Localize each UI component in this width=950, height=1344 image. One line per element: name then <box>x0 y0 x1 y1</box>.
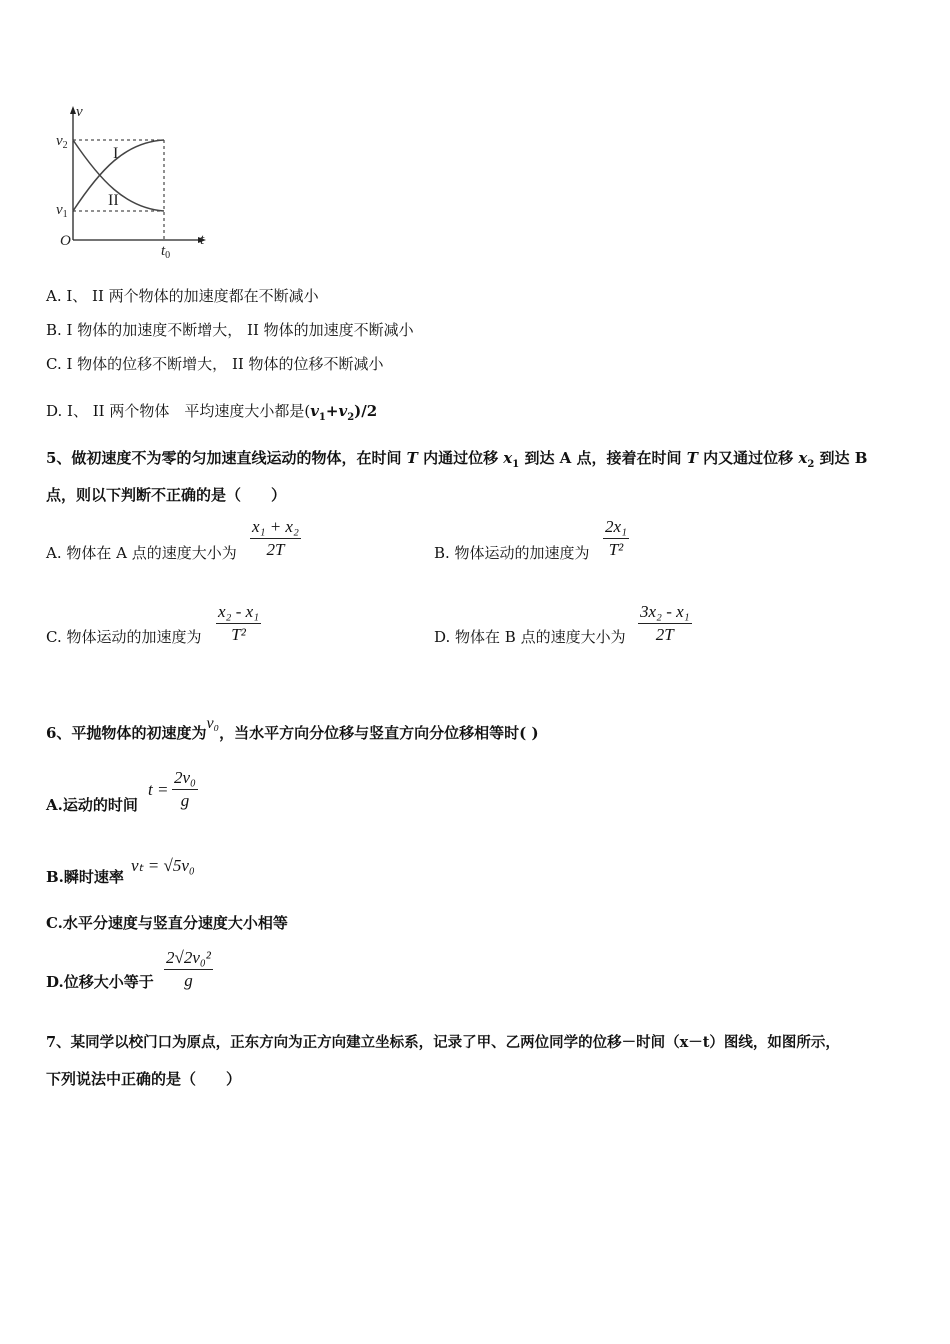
q4-d-prefix: D. I、 II 两个物体 平均速度大小都是( <box>46 402 311 420</box>
q4-d-sub1: 1 <box>318 412 326 423</box>
q5-stem-line1 <box>46 447 867 470</box>
curve-ii-label: II <box>108 192 119 209</box>
q5-stem-sub1: 1 <box>512 459 520 470</box>
q5-option-d-fraction <box>640 601 690 646</box>
t-axis-label: t <box>200 232 205 248</box>
q7-stem-line2: 下列说法中正确的是（ ） <box>46 1070 242 1088</box>
q5-stem-T2: T <box>686 449 698 467</box>
v-axis-label: v <box>76 104 83 120</box>
q5-stem-line2: 点，则以下判断不正确的是（ ） <box>46 486 287 504</box>
q5-a-numerator: x₁ + x₂ <box>252 517 299 536</box>
q5-stem-part2: 内通过位移 <box>417 449 504 467</box>
q5-option-b-fraction <box>605 516 627 561</box>
q6-stem-part2: ，当水平方向分位移与竖直方向分位移相等时( ) <box>219 724 539 742</box>
q5-stem-x1: x <box>503 449 513 467</box>
q6-option-a-lhs: t = <box>148 780 169 799</box>
t0-label: $t_0$ <box>161 243 171 260</box>
q5-b-denominator: T² <box>608 540 624 559</box>
q6-d-numerator: 2√2v₀² <box>166 948 211 967</box>
q6-option-b-expression: vₜ = √5v₀ <box>131 856 195 875</box>
q6-option-a-label: A.运动的时间 <box>46 796 138 814</box>
q4-option-b: B. I 物体的加速度不断增大， II 物体的加速度不断减小 <box>46 321 414 339</box>
q6-a-numerator: 2v₀ <box>174 768 196 787</box>
q5-d-numerator: 3x₂ - x₁ <box>640 602 690 621</box>
origin-label: O <box>60 233 71 249</box>
q5-option-c-label: C. 物体运动的加速度为 <box>46 628 202 646</box>
q4-d-plus: + <box>325 402 339 420</box>
q5-a-denominator: 2T <box>266 540 285 559</box>
q4-d-v1: v <box>310 402 319 420</box>
q6-option-b-label: B.瞬时速率 <box>46 868 124 886</box>
q6-option-a-fraction <box>174 767 196 812</box>
q5-stem-x2: x <box>798 449 808 467</box>
q6-option-c: C.水平分速度与竖直分速度大小相等 <box>46 914 288 932</box>
q6-stem <box>46 715 539 743</box>
q5-stem-sub2: 2 <box>807 459 815 470</box>
q5-c-numerator: x₂ - x₁ <box>218 602 260 621</box>
q5-option-c-fraction <box>218 601 259 646</box>
q6-stem-part1: 6、平抛物体的初速度为 <box>46 724 207 742</box>
curve-i-label: I <box>113 145 119 162</box>
q4-option-c: C. I 物体的位移不断增大， II 物体的位移不断减小 <box>46 355 384 373</box>
velocity-time-graph <box>40 100 220 260</box>
q5-stem-part4: 内又通过位移 <box>697 449 799 467</box>
v1-label: $v_1$ <box>56 202 68 220</box>
q5-stem-T1: T <box>406 449 418 467</box>
q6-option-d-label: D.位移大小等于 <box>46 973 154 991</box>
v2-label: $v_2$ <box>56 133 68 151</box>
q5-stem-part5: 到达 B <box>814 449 868 467</box>
q4-d-sub2: 2 <box>347 412 355 423</box>
q4-d-v2: v <box>338 402 348 420</box>
q5-stem-part3: 到达 A 点，接着在时间 <box>519 449 687 467</box>
q5-option-a-label: A. 物体在 A 点的速度大小为 <box>46 544 237 562</box>
q5-stem-part1: 5、做初速度不为零的匀加速直线运动的物体，在时间 <box>46 449 407 467</box>
q4-option-d <box>46 400 377 423</box>
q5-b-numerator: 2x₁ <box>605 517 627 536</box>
q4-d-suffix: )/2 <box>354 402 378 420</box>
q5-option-a-fraction <box>252 516 299 561</box>
q6-a-denominator: g <box>180 791 190 810</box>
q4-option-a: A. I、 II 两个物体的加速度都在不断减小 <box>46 287 319 305</box>
q5-c-denominator: T² <box>231 625 246 644</box>
q6-stem-v0: v₀ <box>206 715 220 732</box>
q7-stem-line1: 7、某同学以校门口为原点，正东方向为正方向建立坐标系，记录了甲、乙两位同学的位移－时间（x－t）图线，如图所示， <box>46 1034 840 1051</box>
q6-option-d-fraction <box>166 947 211 992</box>
q5-option-d-label: D. 物体在 B 点的速度大小为 <box>434 628 626 646</box>
q6-d-denominator: g <box>184 971 193 990</box>
q5-d-denominator: 2T <box>655 625 674 644</box>
q5-option-b-label: B. 物体运动的加速度为 <box>434 544 590 562</box>
